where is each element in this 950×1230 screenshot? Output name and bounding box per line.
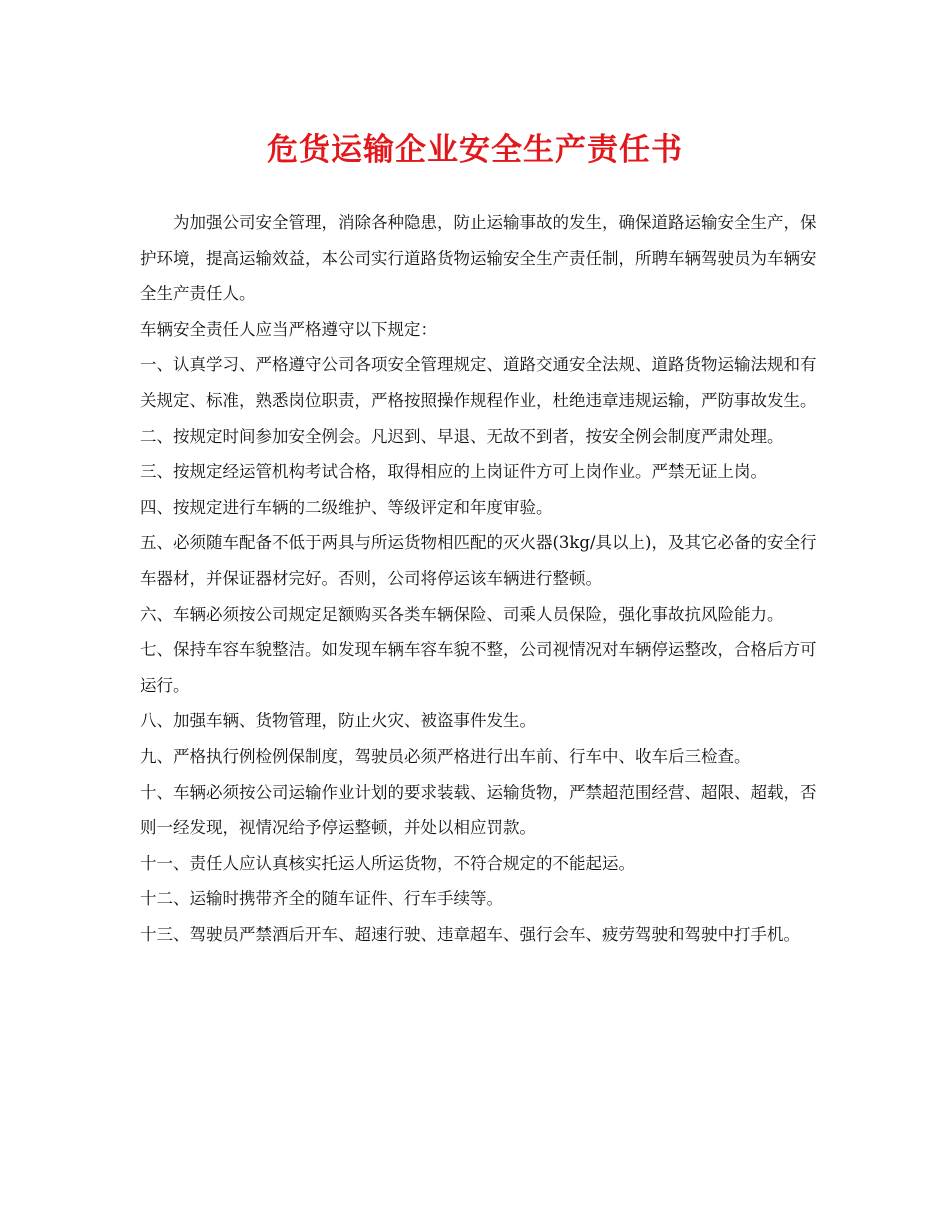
rule-item-8: 八、加强车辆、货物管理，防止火灾、被盗事件发生。 (140, 711, 536, 731)
rule-item-3: 三、按规定经运管机构考试合格，取得相应的上岗证件方可上岗作业。严禁无证上岗。 (140, 462, 767, 482)
rule-item-7: 七、保持车容车貌整洁。如发现车辆车容车貌不整，公司视情况对车辆停运整改，合格后方可运行。 (140, 640, 817, 695)
rule-item-10: 十、车辆必须按公司运输作业计划的要求装载、运输货物，严禁超范围经营、超限、超载，否则一经发现，视情况给予停运整顿，并处以相应罚款。 (140, 782, 817, 838)
document-title: 危货运输企业安全生产责任书 (267, 132, 683, 168)
rule-item-2: 二、按规定时间参加安全例会。凡迟到、早退、无故不到者，按安全例会制度严肃处理。 (140, 426, 784, 446)
document-body (140, 205, 830, 952)
rule-item-9: 九、严格执行例检例保制度，驾驶员必须严格进行出车前、行车中、收车后三检查。 (140, 746, 751, 766)
rule-item-11: 十一、责任人应认真核实托运人所运货物，不符合规定的不能起运。 (140, 853, 635, 873)
rule-item-4: 四、按规定进行车辆的二级维护、等级评定和年度审验。 (140, 497, 553, 517)
intro-paragraph: 为加强公司安全管理，消除各种隐患，防止运输事故的发生，确保道路运输安全生产，保护环境，提高运输效益，本公司实行道路货物运输安全生产责任制，所聘车辆驾驶员为车辆安全生产责任人。 (140, 213, 817, 304)
rules-heading: 车辆安全责任人应当严格遵守以下规定： (140, 319, 437, 339)
rule-item-1: 一、认真学习、严格遵守公司各项安全管理规定、道路交通安全法规、道路货物运输法规和有关规定、标准，熟悉岗位职责，严格按照操作规程作业，杜绝违章违规运输，严防事故发生。 (140, 355, 817, 410)
rule-item-13: 十三、驾驶员严禁酒后开车、超速行驶、违章超车、强行会车、疲劳驾驶和驾驶中打手机。 (140, 924, 800, 944)
rule-item-5: 五、必须随车配备不低于两具与所运货物相匹配的灭火器(3kg/具以上)，及其它必备的安全行车器材，并保证器材完好。否则，公司将停运该车辆进行整顿。 (140, 533, 817, 588)
rule-item-12: 十二、运输时携带齐全的随车证件、行车手续等。 (140, 889, 503, 909)
rule-item-6: 六、车辆必须按公司规定足额购买各类车辆保险、司乘人员保险，强化事故抗风险能力。 (140, 604, 784, 624)
